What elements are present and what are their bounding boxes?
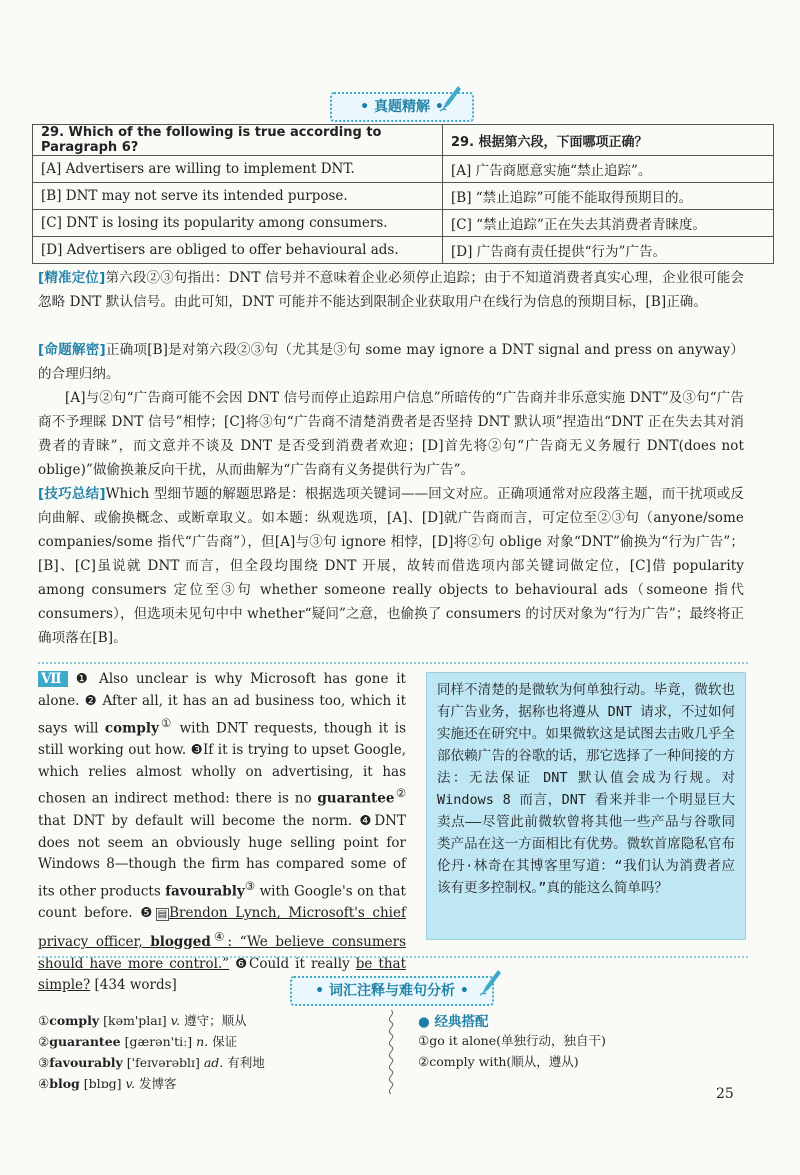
sentence-3-end: that DNT by default will become the norm. — [38, 812, 353, 829]
vocab-num: ④ — [38, 1076, 50, 1091]
divider — [38, 956, 748, 958]
sentence-5-mark: ❺ — [140, 905, 156, 922]
sentence-3: ❸If it is trying to upset Google, which relies almost wholly on advertising, it has chosen an indirect method: there is no — [38, 741, 406, 807]
analysis-decryption — [38, 338, 744, 386]
collocation-item: ①go it alone(单独行动，独自干) — [418, 1033, 606, 1048]
sentence-5-end: : “We believe consumers should have more control.” — [38, 933, 406, 972]
sentence-4-end: with Google's on that count before. — [38, 883, 406, 922]
divider — [38, 662, 748, 664]
vocab-word: comply — [104, 720, 159, 737]
footnote-mark: ① — [158, 716, 174, 730]
vocab-ipa: [gærən'tiː] — [120, 1034, 197, 1049]
option-row — [33, 183, 774, 210]
sentence-6: ❻Could it really — [229, 955, 356, 972]
vocab-num: ③ — [38, 1055, 50, 1070]
vocab-word: favourably — [49, 1055, 123, 1070]
sentence-5: Brendon Lynch, Microsoft's chief privacy officer, — [38, 905, 406, 950]
analysis-precise-location — [38, 266, 744, 314]
question-header-row — [33, 125, 774, 156]
vocab-pos: ad. — [203, 1055, 224, 1070]
sentence-4: ❹DNT does not seem an obviously huge selling point for Windows 8—though the firm has compared some of its other products — [38, 812, 406, 900]
paragraph-mark: Ⅶ — [38, 671, 68, 687]
sentence-2-end: with DNT requests, though it is still working out how. — [38, 720, 406, 758]
vocab-num: ② — [38, 1034, 50, 1049]
analysis-text: Which 型细节题的解题思路是：根据选项关键词——回文对应。正确项通常对应段落主题，而干扰项或反向曲解、或偷换概念、或断章取义。如本题：纵观选项，[A]、[D]就广告商而言，可定位至②③句（anyone/some companies/some 指代“广告商”），但[A]与③句 ignore 相悖，[D]将②句 oblige 对象“DNT”偷换为“行为广告”；[B]、[C]虽说就 DNT 而言，但全段均围绕 DNT 开展，故转而借选项内部关键词做定位，[C]借 popularity among consumers 定位至③句 whether someone really objects to behavioural ads（someone 指代 consumers），但选项未见句中中 whether“疑问”之意，也偷换了 consumers 的讨厌对象为“行为广告”；最终将正确项落在[B]。 — [38, 486, 744, 646]
tag-skills: [技巧总结] — [38, 486, 106, 502]
vocab-meaning: 发博客 — [135, 1076, 177, 1091]
sentence-6-end: be that simple? — [38, 955, 406, 994]
vocab-word: blogged — [150, 933, 211, 950]
vocab-meaning: 遵守；顺从 — [180, 1013, 247, 1028]
tag-decryption: [命题解密] — [38, 342, 106, 358]
sentence-2: ❷ After all, it has an ad business too, which it says will — [38, 692, 407, 737]
option-row — [33, 237, 774, 264]
question-en: 29. Which of the following is true according to Paragraph 6? — [33, 125, 443, 156]
option-a-en: [A] Advertisers are willing to implement DNT. — [33, 156, 443, 183]
analysis-text: 第六段②③句指出：DNT 信号并不意味着企业必须停止追踪；由于不知道消费者真实心理，企业很可能会忽略 DNT 默认信号。由此可知，DNT 可能并不能达到限制企业获取用户在线行为信息的预期目标，[B]正确。 — [38, 270, 744, 310]
option-b-cn: [B] “禁止追踪”可能不能取得预期目的。 — [443, 183, 774, 210]
vocab-pos: n. — [196, 1034, 209, 1049]
passage-paragraph — [38, 669, 406, 997]
collocations — [418, 1010, 738, 1072]
word-count: [434 words] — [90, 977, 177, 994]
vocab-item — [38, 1052, 368, 1073]
analysis-text: 正确项[B]是对第六段②③句（尤其是③句 some may ignore a DNT signal and press on anyway）的合理归纳。 — [38, 342, 744, 382]
vocab-word: guarantee — [317, 790, 395, 807]
footnote-mark: ② — [394, 787, 406, 801]
vocab-list — [38, 1010, 368, 1094]
option-a-cn: [A] 广告商愿意实施“禁止追踪”。 — [443, 156, 774, 183]
pen-icon — [438, 84, 462, 112]
tag-precise-location: [精准定位] — [38, 270, 106, 286]
vocab-word: comply — [49, 1013, 100, 1028]
vocab-ipa: [blɒg] — [79, 1076, 126, 1091]
vocab-meaning: 有利地 — [223, 1055, 265, 1070]
vocab-pos: v. — [170, 1013, 181, 1028]
spiral-divider — [384, 1010, 398, 1094]
vocab-item — [38, 1073, 368, 1094]
vocab-item — [38, 1010, 368, 1031]
option-b-en: [B] DNT may not serve its intended purpose. — [33, 183, 443, 210]
collocation-item: ②comply with(顺从，遵从) — [418, 1054, 579, 1069]
footnote-mark: ④ — [210, 930, 228, 944]
translation-box: 同样不清楚的是微软为何单独行动。毕竟，微软也有广告业务，据称也将遵从 DNT 请求，不过如何实施还在研究中。如果微软这是试图去击败几乎全部依赖广告的谷歌的话，那它选择了一种间接的方法：无法保证 DNT 默认值会成为行规。对 Windows 8 而言，DNT 看来并非一个明显巨大卖点——尽管此前微软曾将其他一些产品与谷歌同类产品在这一方面相比有优势。微软首席隐私官布伦丹·林奇在其博客里写道：“我们认为消费者应该有更多控制权。”真的能这么简单吗？ — [426, 672, 746, 940]
option-c-en: [C] DNT is losing its popularity among consumers. — [33, 210, 443, 237]
difficult-sentence-icon: ▤ — [157, 909, 168, 921]
vocab-num: ① — [38, 1013, 50, 1028]
question-cn: 29. 根据第六段，下面哪项正确？ — [443, 125, 774, 156]
option-d-cn: [D] 广告商有责任提供“行为”广告。 — [443, 237, 774, 264]
option-d-en: [D] Advertisers are obliged to offer behavioural ads. — [33, 237, 443, 264]
vocab-ipa: ['feɪvərəblɪ] — [122, 1055, 204, 1070]
option-c-cn: [C] “禁止追踪”正在失去其消费者青睐度。 — [443, 210, 774, 237]
vocab-word: favourably — [165, 883, 245, 900]
pen-icon — [478, 968, 502, 996]
vocab-ipa: [kəm'plaɪ] — [99, 1013, 171, 1028]
question-table — [32, 124, 774, 264]
vocab-item — [38, 1031, 368, 1052]
analysis-distractors: [A]与②句“广告商可能不会因 DNT 信号而停止追踪用户信息”所暗传的“广告商并非乐意实施 DNT”及③句“广告商不予理睬 DNT 信号”相悖；[C]将③句“广告商不清楚消费者是否坚持 DNT 默认项”捏造出“DNT 正在失去其对消费者的青睐”，而文意并不谈及 DNT 是否受到消费者欢迎；[D]首先将②句“广告商无义务履行 DNT(does not oblige)”做偷换兼反向干扰，从而曲解为“广告商有义务提供行为广告”。 — [38, 390, 744, 478]
section-title-analysis: • 真题精解 • — [330, 92, 474, 122]
collocations-title — [418, 1010, 738, 1030]
sentence-1: ❶ Also unclear is why Microsoft has gone it alone. — [38, 671, 406, 709]
vocab-word: guarantee — [49, 1034, 121, 1049]
section-title-vocab: • 词汇注释与难句分析 • — [290, 976, 494, 1006]
vocab-pos: v. — [125, 1076, 136, 1091]
page-number: 25 — [716, 1086, 734, 1102]
option-row — [33, 210, 774, 237]
analysis-skills — [38, 482, 744, 650]
option-row — [33, 156, 774, 183]
footnote-mark: ③ — [244, 880, 256, 894]
vocab-word: blog — [49, 1076, 80, 1091]
bullet-icon: ● — [418, 1014, 430, 1030]
vocab-meaning: 保证 — [208, 1034, 238, 1049]
collocations-title-text: 经典搭配 — [434, 1014, 489, 1030]
